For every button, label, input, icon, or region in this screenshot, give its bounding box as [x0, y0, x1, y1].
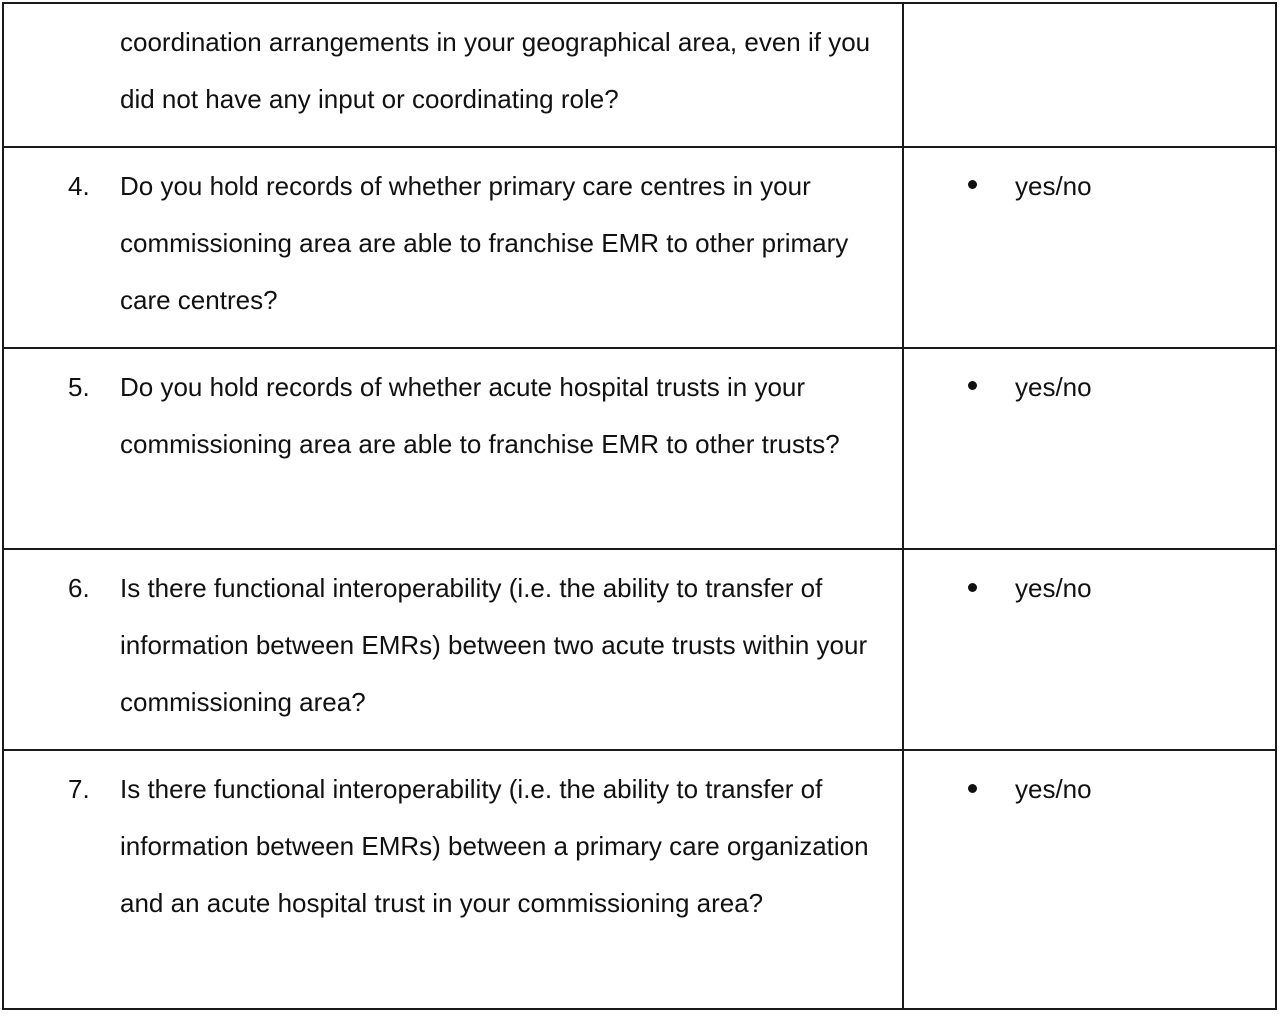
question-text: Is there functional interoperability (i.e. the ability to transfer of information between EMRs) between two acute trusts within your commissioning area? [120, 572, 868, 717]
question-cell [3, 348, 903, 549]
question-text: coordination arrangements in your geographical area, even if you did not have any input or coordinating role? [120, 27, 871, 114]
question-cell [3, 750, 903, 1009]
question-cell [3, 549, 903, 750]
question-cell [3, 3, 903, 147]
answer-cell [903, 3, 1276, 147]
answer-cell [903, 750, 1276, 1009]
table-row [3, 549, 1276, 750]
questionnaire-table [2, 2, 1277, 1010]
question-text: Do you hold records of whether primary care centres in your commissioning area are able to franchise EMR to other primary care centres? [120, 170, 849, 315]
answer-cell [903, 348, 1276, 549]
answer-cell [903, 147, 1276, 348]
answer-option [968, 158, 1092, 215]
question-number: 4. [68, 170, 90, 201]
answer-cell [903, 549, 1276, 750]
bullet-icon [968, 180, 977, 189]
answer-text: yes/no [1015, 170, 1092, 201]
table-row [3, 3, 1276, 147]
table-row [3, 750, 1276, 1009]
bullet-icon [968, 381, 977, 390]
answer-option [968, 761, 1092, 818]
question-number: 6. [68, 572, 90, 603]
question-text: Do you hold records of whether acute hospital trusts in your commissioning area are able to franchise EMR to other trusts? [120, 371, 840, 459]
answer-option [968, 560, 1092, 617]
question-number: 7. [68, 774, 90, 805]
answer-text: yes/no [1015, 371, 1092, 402]
table-row [3, 348, 1276, 549]
table-row [3, 147, 1276, 348]
answer-option [968, 359, 1092, 416]
answer-text: yes/no [1015, 572, 1092, 603]
question-number: 5. [68, 371, 90, 402]
question-text: Is there functional interoperability (i.e. the ability to transfer of information between EMRs) between a primary care organization and an acute hospital trust in your commissioning area? [120, 774, 869, 919]
question-cell [3, 147, 903, 348]
bullet-icon [968, 784, 977, 793]
answer-text: yes/no [1015, 774, 1092, 805]
bullet-icon [968, 583, 977, 592]
